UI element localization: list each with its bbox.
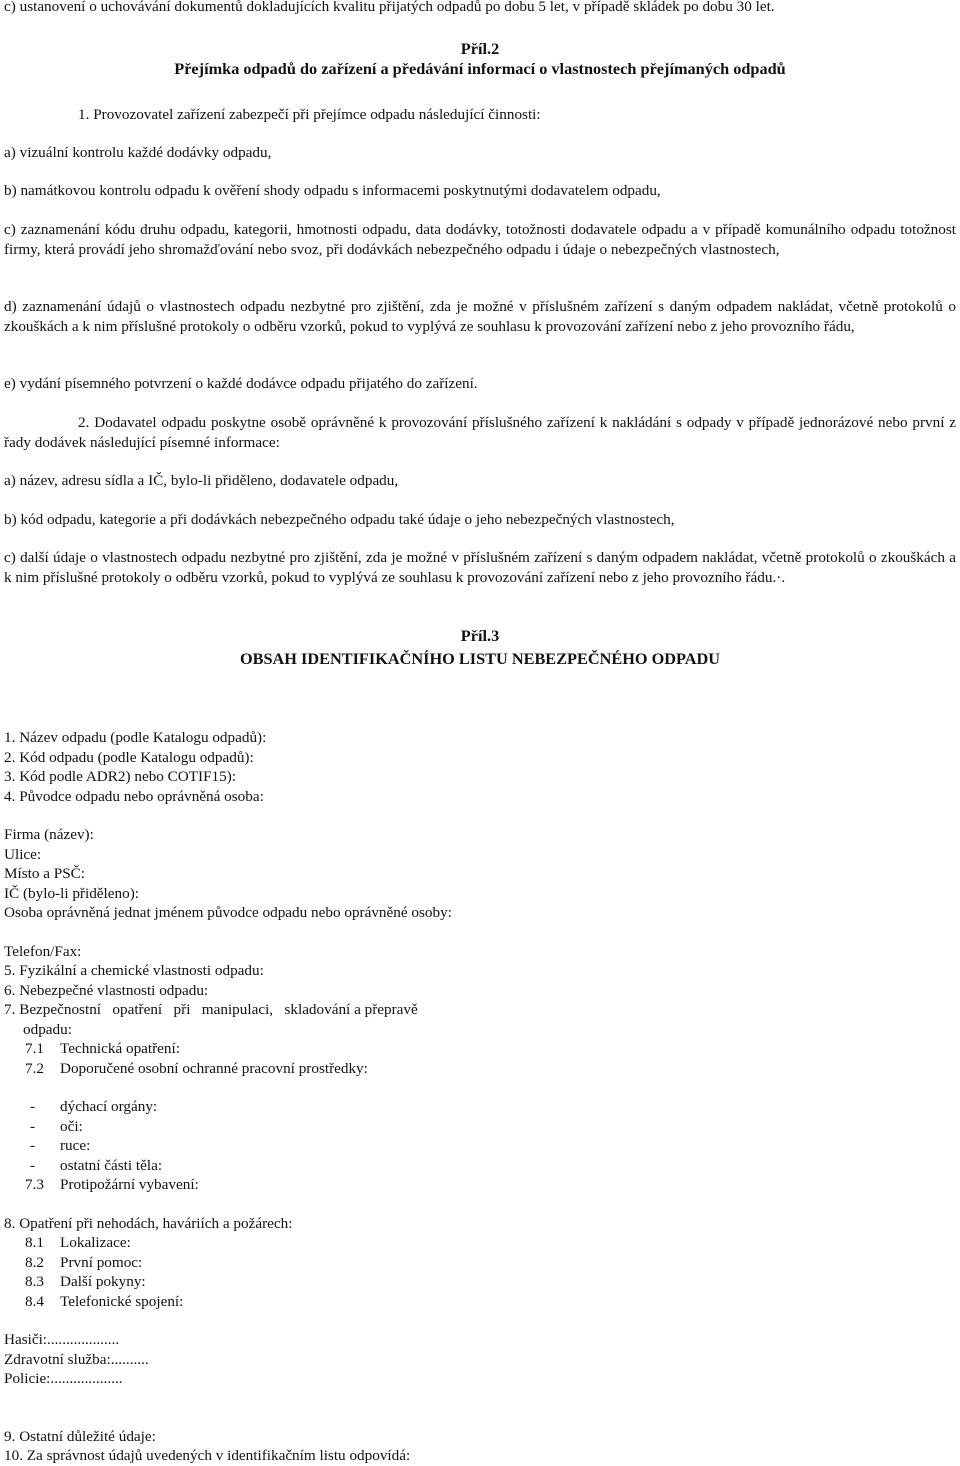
annex3-label: Příl.3 xyxy=(460,626,500,645)
item-5-physical-chemical: 5. Fyzikální a chemické vlastnosti odpadu: xyxy=(4,962,264,979)
item-7-3 xyxy=(4,1175,452,1195)
annex2-item-e: e) vydání písemného potvrzení o každé dodávce odpadu přijatého do zařízení. xyxy=(4,375,478,392)
annex2-section xyxy=(4,39,956,79)
ppe-hands-label: ruce: xyxy=(60,1137,91,1154)
field-street: Ulice: xyxy=(4,845,42,863)
ppe-dash: - xyxy=(30,1117,36,1135)
item-7-2-number: 7.2 xyxy=(25,1059,44,1077)
emergency-police: Policie:................... xyxy=(4,1370,123,1387)
item-8-3-number: 8.3 xyxy=(25,1273,44,1290)
item-8-3 xyxy=(4,1272,452,1292)
item-8-3-text: Další pokyny: xyxy=(60,1273,146,1290)
ppe-body-label: ostatní části těla: xyxy=(60,1156,163,1174)
annex2-title: Přejímka odpadů do zařízení a předávání informací o vlastnostech přejímaných odpadů xyxy=(174,59,786,78)
annex2-info-a: a) název, adresu sídla a IČ, bylo-li přiděleno, dodavatele odpadu, xyxy=(4,472,399,489)
item-8-1-number: 8.1 xyxy=(25,1234,44,1251)
ppe-dash: - xyxy=(30,1156,36,1174)
field-city-zip: Místo a PSČ: xyxy=(4,865,86,882)
annex2-item-a: a) vizuální kontrolu každé dodávky odpadu, xyxy=(4,144,272,161)
item-8-2 xyxy=(4,1253,452,1273)
field-company-id: IČ (bylo-li přiděleno): xyxy=(4,884,139,902)
item-8-4-text: Telefonické spojení: xyxy=(60,1292,184,1310)
item-7-safety-measures: 7. Bezpečnostní opatření při manipulaci, skladování a přepravě xyxy=(4,1001,418,1018)
item-3-adr-code: 3. Kód podle ADR2) nebo COTIF15): xyxy=(4,768,237,785)
item-8-2-text: První pomoc: xyxy=(60,1253,143,1271)
annex2-item-d: d) zaznamenání údajů o vlastnostech odpadu nezbytné pro zjištění, zda je možné v příslušném zařízení s daným odpadem nakládat, včetně protokolů o zkouškách a k nim příslušné protokoly o odběru vzorků, pokud to vyplývá ze souhlasu k provozování zařízení nebo z jeho provozního řádu, xyxy=(4,298,956,335)
annex2-item-b: b) namátkovou kontrolu odpadu k ověření shody odpadu s informacemi poskytnutými dodavatelem odpadu, xyxy=(4,182,661,199)
item-9-other-info: 9. Ostatní důležité údaje: xyxy=(4,1427,156,1445)
item-8-accidents: 8. Opatření při nehodách, haváriích a požárech: xyxy=(4,1214,293,1232)
item-7-3-number: 7.3 xyxy=(25,1176,44,1193)
item-8-1 xyxy=(4,1233,452,1253)
ppe-body xyxy=(4,1156,452,1176)
ppe-eyes xyxy=(4,1117,452,1137)
annex3-section xyxy=(4,626,956,669)
item-7-1-number: 7.1 xyxy=(25,1040,44,1057)
item-7-1-text: Technická opatření: xyxy=(60,1040,180,1057)
ppe-respiratory xyxy=(4,1097,452,1117)
item-2-waste-code: 2. Kód odpadu (podle Katalogu odpadů): xyxy=(4,748,254,766)
field-phone-fax: Telefon/Fax: xyxy=(4,942,82,960)
item-7-3-text: Protipožární vybavení: xyxy=(60,1176,199,1193)
ppe-hands xyxy=(4,1136,452,1156)
item-1-waste-name: 1. Název odpadu (podle Katalogu odpadů): xyxy=(4,729,267,746)
annex1-last-item: c) ustanovení o uchovávání dokumentů dokladujících kvalitu přijatých odpadů po dobu 5 let, v případě skládek po dobu 30 let. xyxy=(4,0,775,15)
ppe-dash: - xyxy=(30,1098,36,1115)
annex2-item-c: c) zaznamenání kódu druhu odpadu, kategorii, hmotnosti odpadu, data dodávky, totožnosti dodavatele odpadu a v případě komunálního odpadu totožnost firmy, která provádí jeho shromažďování nebo svoz, při dodávkách nebezpečného odpadu i údaje o nebezpečných vlastnostech, xyxy=(4,221,956,258)
emergency-firefighters: Hasiči:................... xyxy=(4,1331,120,1348)
field-authorized-person: Osoba oprávněná jednat jménem původce odpadu nebo oprávněné osoby: xyxy=(4,904,452,921)
ppe-respiratory-label: dýchací orgány: xyxy=(60,1098,158,1115)
item-8-4 xyxy=(4,1292,452,1312)
item-7-continuation: odpadu: xyxy=(23,1020,72,1038)
annex2-label: Příl.2 xyxy=(460,39,500,58)
field-company-name: Firma (název): xyxy=(4,826,94,843)
item-7-2 xyxy=(4,1059,452,1079)
item-8-4-number: 8.4 xyxy=(25,1292,44,1310)
item-7-2-text: Doporučené osobní ochranné pracovní prostředky: xyxy=(60,1059,368,1077)
item-4-originator: 4. Původce odpadu nebo oprávněná osoba: xyxy=(4,787,264,805)
item-6-hazardous-properties: 6. Nebezpečné vlastnosti odpadu: xyxy=(4,981,209,999)
item-10-responsible-person: 10. Za správnost údajů uvedených v identifikačním listu odpovídá: xyxy=(4,1447,411,1464)
annex2-paragraph-2: 2. Dodavatel odpadu poskytne osobě oprávněné k provozování příslušného zařízení k nakládání s odpady v případě jednorázové nebo první z řady dodávek následující písemné informace: xyxy=(4,414,956,451)
annex2-paragraph-1: 1. Provozovatel zařízení zabezpečí při přejímce odpadu následující činnosti: xyxy=(78,106,541,123)
ppe-eyes-label: oči: xyxy=(60,1117,83,1135)
emergency-medical: Zdravotní služba:.......... xyxy=(4,1350,149,1368)
annex3-title: OBSAH IDENTIFIKAČNÍHO LISTU NEBEZPEČNÉHO ODPADU xyxy=(239,649,721,668)
annex2-info-b: b) kód odpadu, kategorie a při dodávkách nebezpečného odpadu také údaje o jeho nebezpečných vlastnostech, xyxy=(4,511,675,528)
identification-list xyxy=(4,728,452,1466)
item-8-2-number: 8.2 xyxy=(25,1253,44,1271)
item-7-1 xyxy=(4,1039,452,1059)
ppe-dash: - xyxy=(30,1137,36,1154)
item-8-1-text: Lokalizace: xyxy=(60,1234,131,1251)
annex2-info-c: c) další údaje o vlastnostech odpadu nezbytné pro zjištění, zda je možné v příslušném zařízení s daným odpadem nakládat, včetně protokolů o zkouškách a k nim příslušné protokoly o odběru vzorků, pokud to vyplývá ze souhlasu k provozování zařízení nebo z jeho provozního řádu.·. xyxy=(4,549,956,586)
